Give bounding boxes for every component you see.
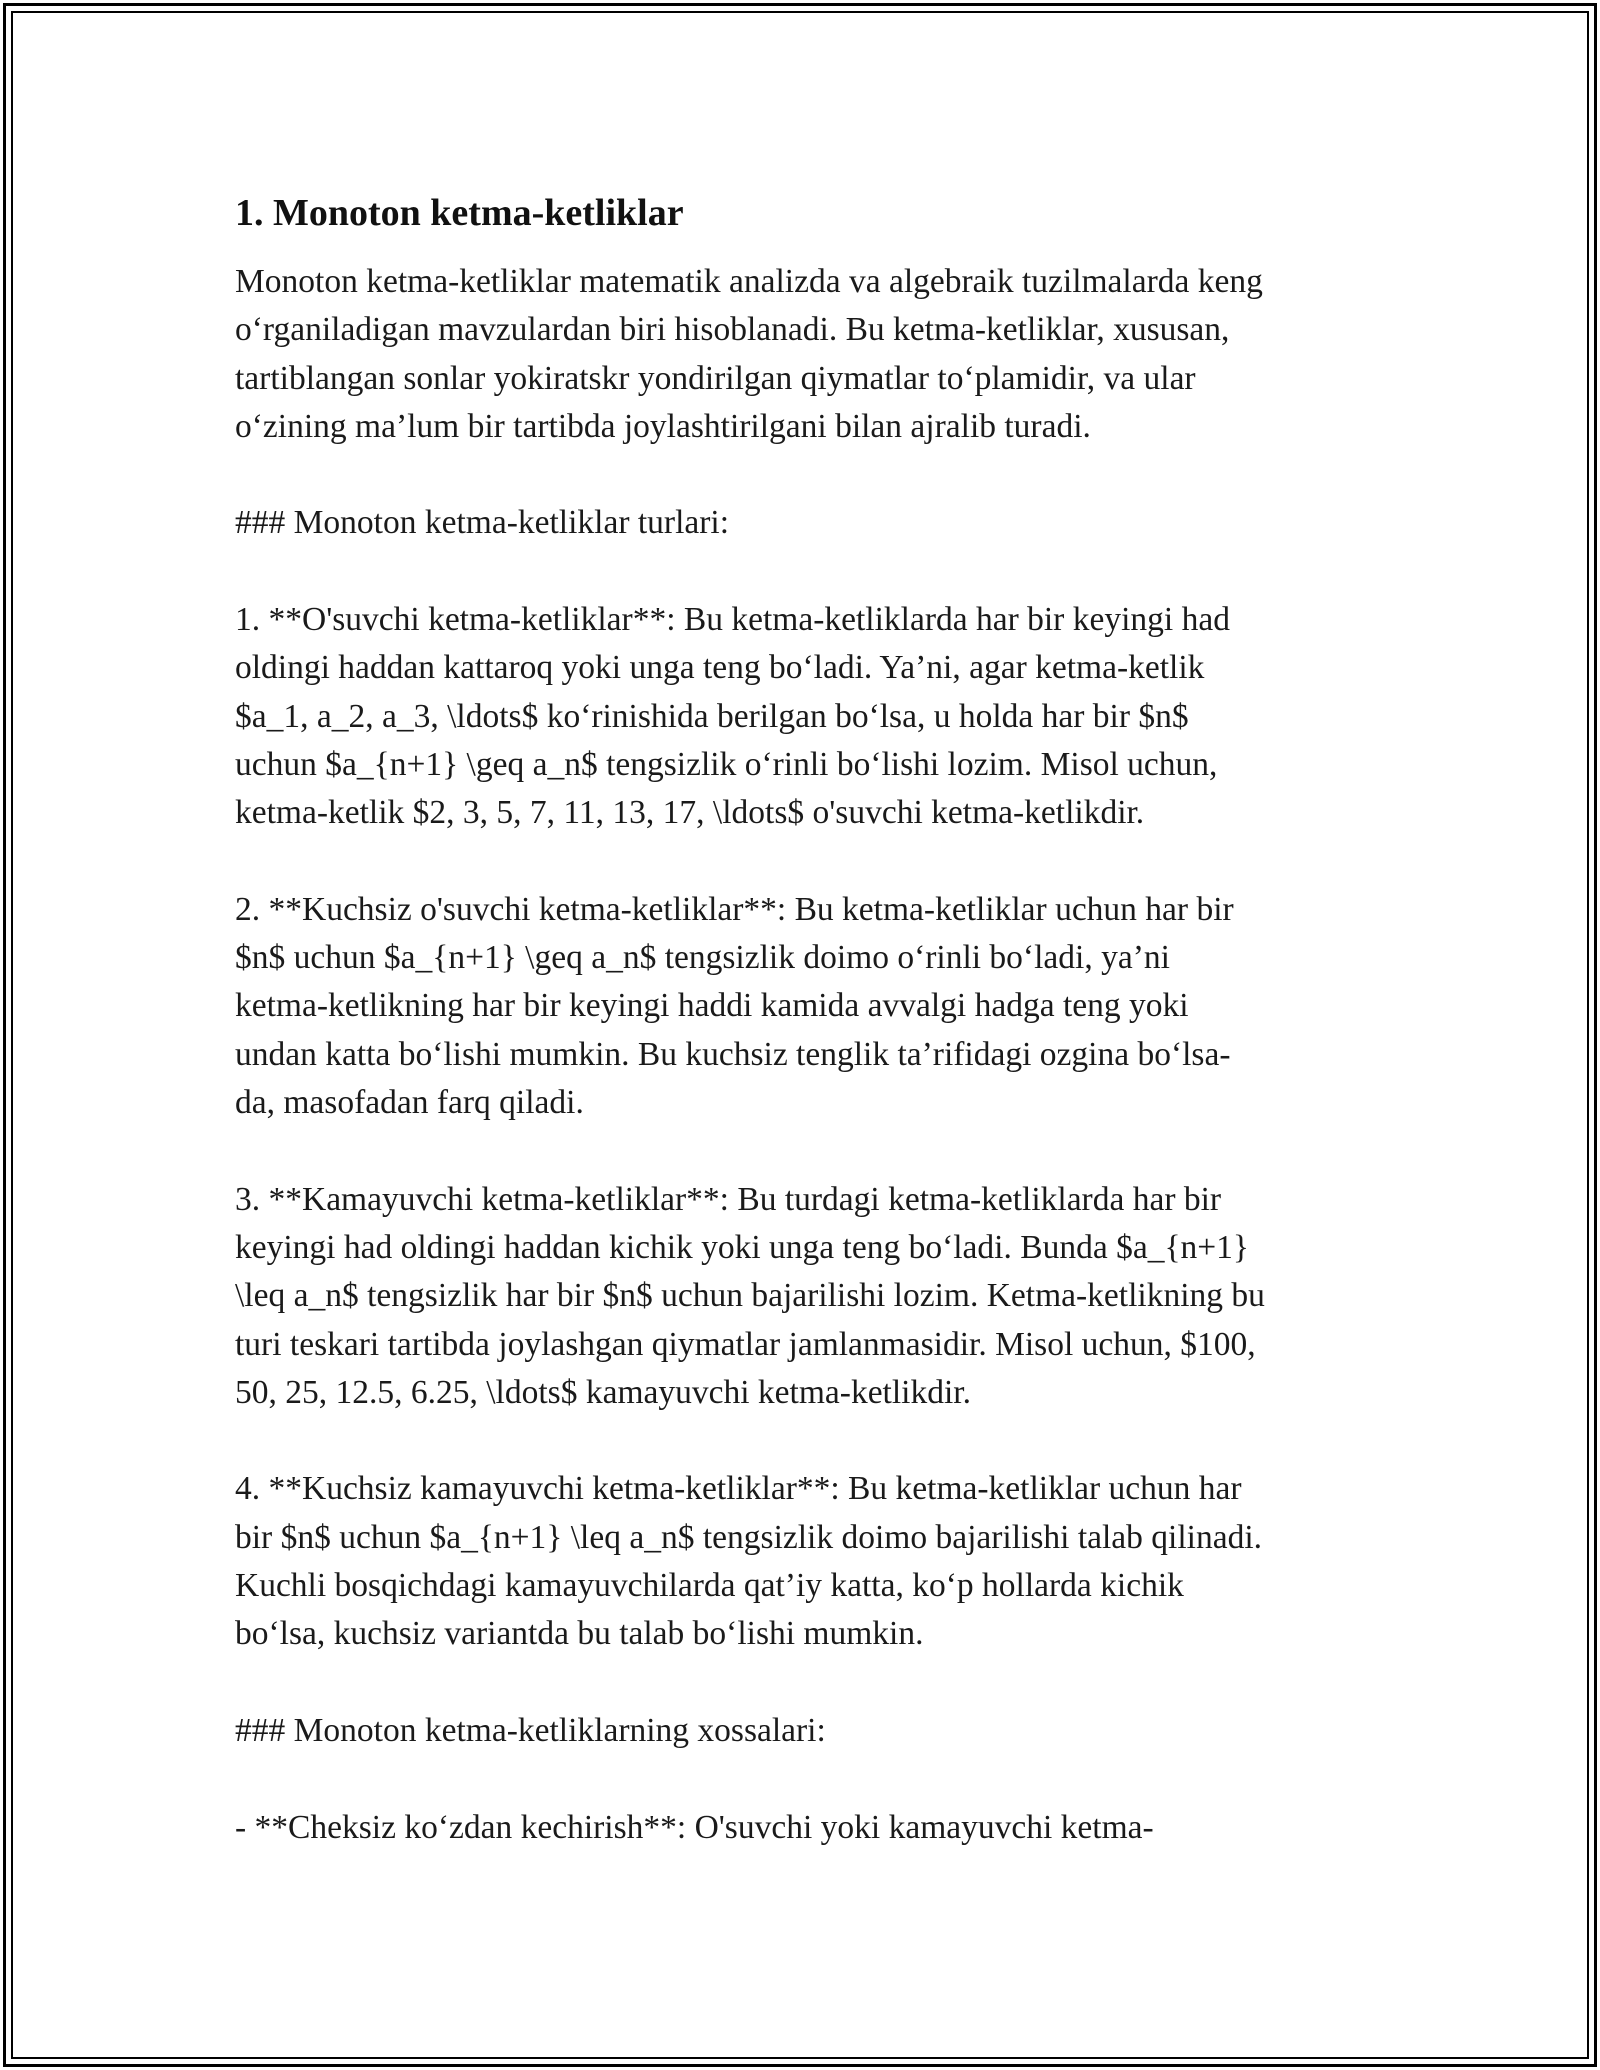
text-line: o‘zining ma’lum bir tartibda joylashtirilgani bilan ajralib turadi. <box>235 407 1091 445</box>
text-line: 4. **Kuchsiz kamayuvchi ketma-ketliklar**: Bu ketma-ketliklar uchun har <box>235 1470 1242 1508</box>
text-line: da, masofadan farq qiladi. <box>235 1084 584 1122</box>
intro-paragraph <box>235 258 1370 451</box>
text-line: oldingi haddan kattaroq yoki unga teng bo‘ladi. Ya’ni, agar ketma-ketlik <box>235 649 1205 687</box>
text-line: o‘rganiladigan mavzulardan biri hisoblanadi. Bu ketma-ketliklar, xususan, <box>235 311 1230 349</box>
text-line: turi teskari tartibda joylashgan qiymatlar jamlanmasidir. Misol uchun, $100, <box>235 1325 1256 1363</box>
text-line: ketma-ketlikning har bir keyingi haddi kamida avvalgi hadga teng yoki <box>235 987 1189 1025</box>
text-line: uchun $a_{n+1} \geq a_n$ tengsizlik o‘rinli bo‘lishi lozim. Misol uchun, <box>235 745 1218 783</box>
text-line: ketma-ketlik $2, 3, 5, 7, 11, 13, 17, \ldots$ o'suvchi ketma-ketlikdir. <box>235 794 1145 832</box>
item-decreasing <box>235 1176 1370 1417</box>
document-body <box>235 186 1370 1852</box>
text-line: Monoton ketma-ketliklar matematik analizda va algebraik tuzilmalarda keng <box>235 263 1263 300</box>
text-line: $a_1, a_2, a_3, \ldots$ ko‘rinishida berilgan bo‘lsa, u holda har bir $n$ <box>235 697 1189 735</box>
text-line: $n$ uchun $a_{n+1} \geq a_n$ tengsizlik doimo o‘rinli bo‘ladi, ya’ni <box>235 939 1170 977</box>
bullet-unbounded <box>235 1804 1370 1852</box>
item-weakly-increasing <box>235 886 1370 1127</box>
subheading-types <box>235 499 1370 547</box>
text-line: bo‘lsa, kuchsiz variantda bu talab bo‘lishi mumkin. <box>235 1615 924 1653</box>
item-weakly-decreasing <box>235 1465 1370 1658</box>
subheading-properties <box>235 1707 1370 1755</box>
text-line: - **Cheksiz ko‘zdan kechirish**: O'suvchi yoki kamayuvchi ketma- <box>235 1808 1154 1846</box>
text-line: keyingi had oldingi haddan kichik yoki unga teng bo‘ladi. Bunda $a_{n+1} <box>235 1228 1249 1266</box>
text-line: 2. **Kuchsiz o'suvchi ketma-ketliklar**: Bu ketma-ketliklar uchun har bir <box>235 890 1234 928</box>
item-increasing <box>235 596 1370 837</box>
text-line: undan katta bo‘lishi mumkin. Bu kuchsiz tenglik ta’rifidagi ozgina bo‘lsa- <box>235 1035 1231 1073</box>
text-line: \leq a_n$ tengsizlik har bir $n$ uchun bajarilishi lozim. Ketma-ketlikning bu <box>235 1277 1265 1315</box>
text-line: ### Monoton ketma-ketliklar turlari: <box>235 504 730 542</box>
section-heading: 1. Monoton ketma-ketliklar <box>235 192 684 234</box>
text-line: 50, 25, 12.5, 6.25, \ldots$ kamayuvchi ketma-ketlikdir. <box>235 1373 971 1411</box>
text-line: 3. **Kamayuvchi ketma-ketliklar**: Bu turdagi ketma-ketliklarda har bir <box>235 1180 1222 1218</box>
text-line: 1. **O'suvchi ketma-ketliklar**: Bu ketma-ketliklarda har bir keyingi had <box>235 601 1230 639</box>
text-line: Kuchli bosqichdagi kamayuvchilarda qat’iy katta, ko‘p hollarda kichik <box>235 1567 1184 1605</box>
text-line: tartiblangan sonlar yokiratskr yondirilgan qiymatlar to‘plamidir, va ular <box>235 359 1196 397</box>
text-line: bir $n$ uchun $a_{n+1} \leq a_n$ tengsizlik doimo bajarilishi talab qilinadi. <box>235 1518 1263 1556</box>
text-line: ### Monoton ketma-ketliklarning xossalari: <box>235 1711 826 1749</box>
